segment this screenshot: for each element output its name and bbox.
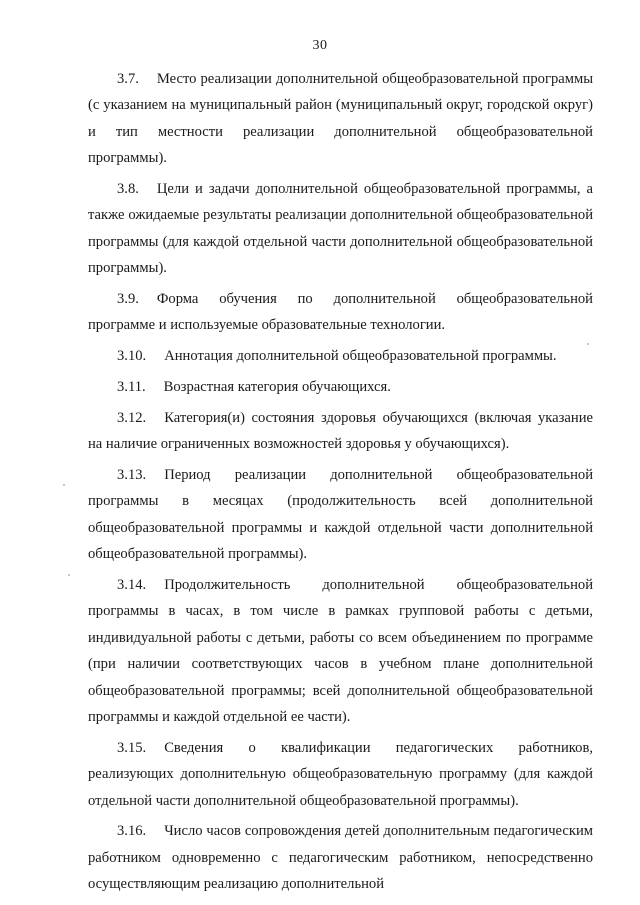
scan-speck xyxy=(68,574,70,576)
item-number: 3.10. xyxy=(117,348,147,365)
list-item xyxy=(88,343,593,369)
list-item xyxy=(88,286,593,339)
list-item xyxy=(88,735,593,814)
list-item xyxy=(88,572,593,730)
scan-speck xyxy=(587,343,589,345)
item-text: Цели и задачи дополнительной общеобразовательной программы, а также ожидаемые результаты реализации дополнительной общеобразовательной программы (для каждой отдельной части дополнительной общеобразовательной программы). xyxy=(88,181,593,277)
item-number: 3.14. xyxy=(117,577,147,594)
list-item xyxy=(88,462,593,568)
item-number: 3.15. xyxy=(117,739,147,756)
item-text: Категория(и) состояния здоровья обучающихся (включая указание на наличие ограниченных возможностей здоровья у обучающихся). xyxy=(88,409,593,453)
scan-speck xyxy=(63,484,65,486)
item-text: Сведения о квалификации педагогических работников, реализующих дополнительную общеобразовательную программу (для каждой отдельной части дополнительной общеобразовательной программы). xyxy=(88,739,593,809)
item-text: Число часов сопровождения детей дополнительным педагогическим работником одновременно с педагогическим работником, непосредственно осуществляющим реализацию дополнительной xyxy=(88,823,593,893)
page-number: 30 xyxy=(312,38,328,53)
item-number: 3.9. xyxy=(117,291,139,308)
item-text: Форма обучения по дополнительной общеобразовательной программе и используемые образовательные технологии. xyxy=(88,291,593,334)
item-number: 3.13. xyxy=(117,467,147,484)
item-text: Период реализации дополнительной общеобразовательной программы в месяцах (продолжительность всей дополнительной общеобразовательной программы и каждой отдельной части дополнительной общеобразовательной программы). xyxy=(88,467,593,563)
item-text: Возрастная категория обучающихся. xyxy=(163,379,391,396)
item-number: 3.12. xyxy=(117,409,147,426)
item-number: 3.16. xyxy=(117,823,147,840)
item-text: Место реализации дополнительной общеобразовательной программы (с указанием на муниципальный район (муниципальный округ, городской округ) и тип местности реализации дополнительной общеобразовательной программы). xyxy=(88,71,593,167)
item-text: Аннотация дополнительной общеобразовательной программы. xyxy=(164,348,557,365)
list-item xyxy=(88,818,593,897)
list-item xyxy=(88,66,593,172)
item-number: 3.7. xyxy=(117,71,139,87)
item-number: 3.11. xyxy=(117,379,146,396)
item-number: 3.8. xyxy=(117,181,139,198)
list-item xyxy=(88,374,593,400)
item-text: Продолжительность дополнительной общеобразовательной программы в часах, в том числе в рамках групповой работы с детьми, индивидуальной работы с детьми, работы со всем объединением по программе (при наличии соответствующих часов в учебном плане дополнительной общеобразовательной программы; всей дополнительной общеобразовательной программы и каждой отдельной ее части). xyxy=(88,577,593,726)
document-body xyxy=(88,66,593,902)
list-item xyxy=(88,176,593,282)
list-item xyxy=(88,405,593,458)
